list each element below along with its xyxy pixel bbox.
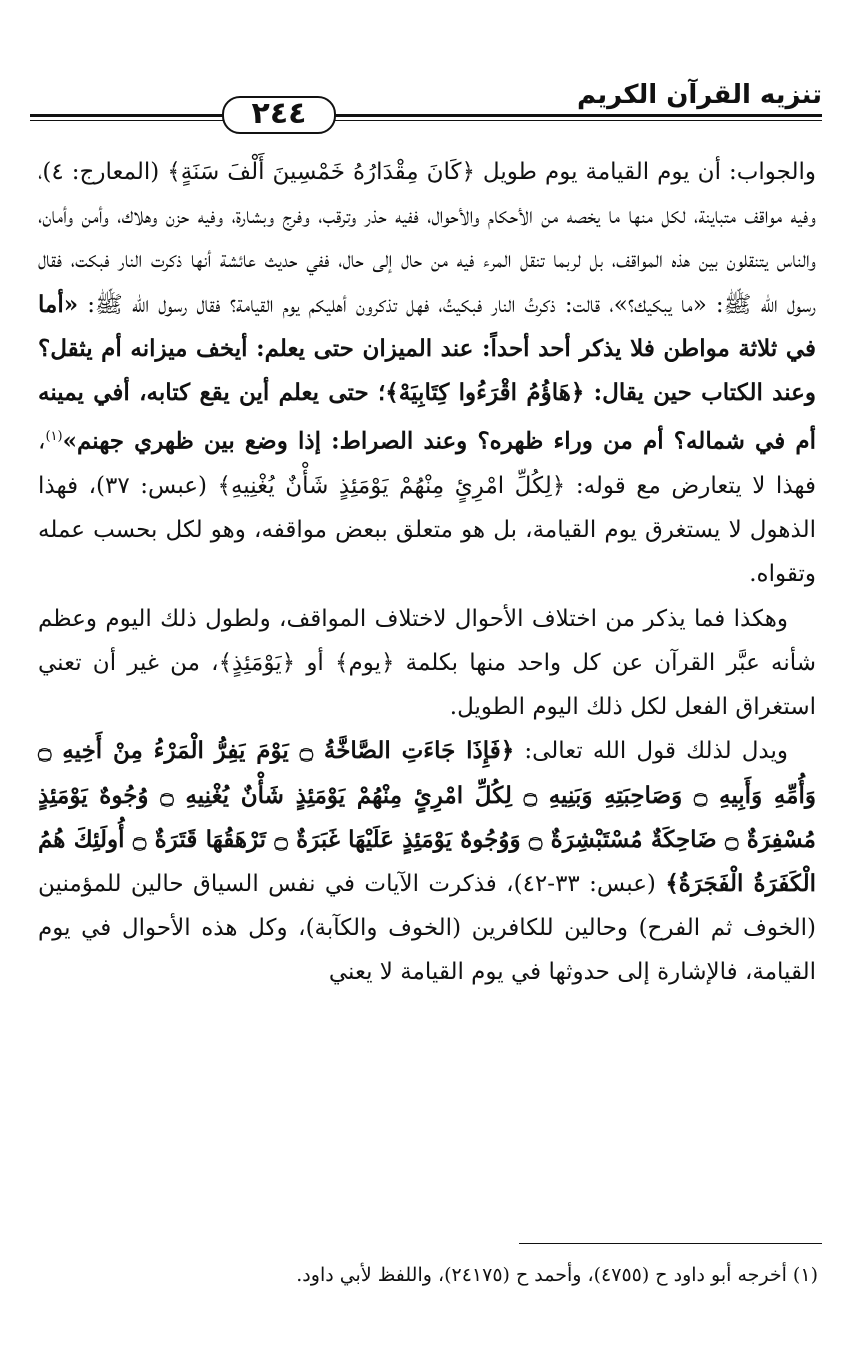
header-rule-thick	[30, 114, 822, 117]
quran-verses: ﴿فَإِذَا جَاءَتِ الصَّاخَّةُ ۝ يَوْمَ يَفِرُّ الْمَرْءُ مِنْ أَخِيهِ ۝ وَأُمِّهِ وَأَبِيهِ ۝ وَصَاحِبَتِهِ وَبَنِيهِ ۝ لِكُلِّ امْرِئٍ مِنْهُمْ يَوْمَئِذٍ شَأْنٌ يُغْنِيهِ ۝ وُجُوهٌ يَوْمَئِذٍ مُسْفِرَةٌ ۝ ضَاحِكَةٌ مُسْتَبْشِرَةٌ ۝ وَوُجُوهٌ يَوْمَئِذٍ عَلَيْهَا غَبَرَةٌ ۝ تَرْهَقُهَا قَتَرَةٌ ۝ أُولَئِكَ هُمُ الْكَفَرَةُ الْفَجَرَةُ﴾	[38, 737, 816, 897]
page-header	[30, 70, 822, 130]
paragraph-2: وهكذا فما يذكر من اختلاف الأحوال لاختلاف المواقف، ولطول ذلك اليوم وعظم شأنه عبَّر القرآن عن كل واحد منها بكلمة ﴿يوم﴾ أو ﴿يَوْمَئِذٍ﴾، من غير أن تعني استغراق الفعل لكل ذلك اليوم الطويل.	[38, 605, 816, 721]
footnote: (١) أخرجه أبو داود ح (٤٧٥٥)، وأحمد ح (٢٤١٧٥)، واللفظ لأبي داود.	[296, 1264, 818, 1286]
paragraph-3	[38, 729, 816, 994]
page-number: ٢٤٤	[222, 96, 336, 134]
paragraph-1-text: والجواب: أن يوم القيامة يوم طويل ﴿كَانَ مِقْدَارُهُ خَمْسِينَ أَلْفَ سَنَةٍ﴾ (المعارج: ٤)، وفيه مواقف متباينة، لكل منها ما يخصه من الأحكام والأحوال، ففيه حذر وترقب، وفرج وبشارة، وفيه حزن وهلاك، وأمن وأمان، والناس يتنقلون بين هذه المواقف، بل لربما تنقل المرء فيه من حال إلى حال، ففي حديث عائشة أنها ذكرت النار فبكت، فقال رسول الله ﷺ: «ما يبكيك؟»، قالت: ذكرتُ النار فبكيتُ، فهل تذكرون أهليكم يوم القيامة؟ فقال رسول الله ﷺ:	[38, 159, 817, 318]
paragraph-3-rest: (عبس: ٣٣-٤٢)، فذكرت الآيات في نفس السياق حالين للمؤمنين (الخوف ثم الفرح) وحالين للكافرين (الخوف والكآبة)، وكل هذه الأحوال في يوم القيامة، فالإشارة إلى حدوثها في يوم القيامة لا يعني	[38, 870, 816, 986]
paragraph-1-continued: ، فهذا لا يتعارض مع قوله: ﴿لِكُلِّ امْرِئٍ مِنْهُمْ يَوْمَئِذٍ شَأْنٌ يُغْنِيهِ﴾ (عبس: ٣٧)، فهذا الذهول لا يستغرق يوم القيامة، بل هو متعلق ببعض مواقفه، وهو لكل بحسب عمله وتقواه.	[38, 428, 816, 588]
footnote-divider	[519, 1243, 822, 1244]
footnote-marker: (١)	[45, 429, 63, 445]
book-title: تنزيه القرآن الكريم	[577, 80, 822, 110]
body-text	[38, 150, 816, 995]
header-rule-thin	[30, 120, 822, 121]
paragraph-3-intro: ويدل لذلك قول الله تعالى:	[524, 738, 789, 765]
paragraph-1	[38, 150, 816, 597]
hadith-quote: «أما في ثلاثة مواطن فلا يذكر أحد أحداً: عند الميزان حتى يعلم: أيخف ميزانه أم يثقل؟ وعند الكتاب حين يقال: ﴿هَاؤُمُ اقْرَءُوا كِتَابِيَهْ﴾؛ حتى يعلم أين يقع كتابه، أفي يمينه أم في شماله؟ أم من وراء ظهره؟ وعند الصراط: إذا وضع بين ظهري جهنم»	[38, 290, 816, 455]
